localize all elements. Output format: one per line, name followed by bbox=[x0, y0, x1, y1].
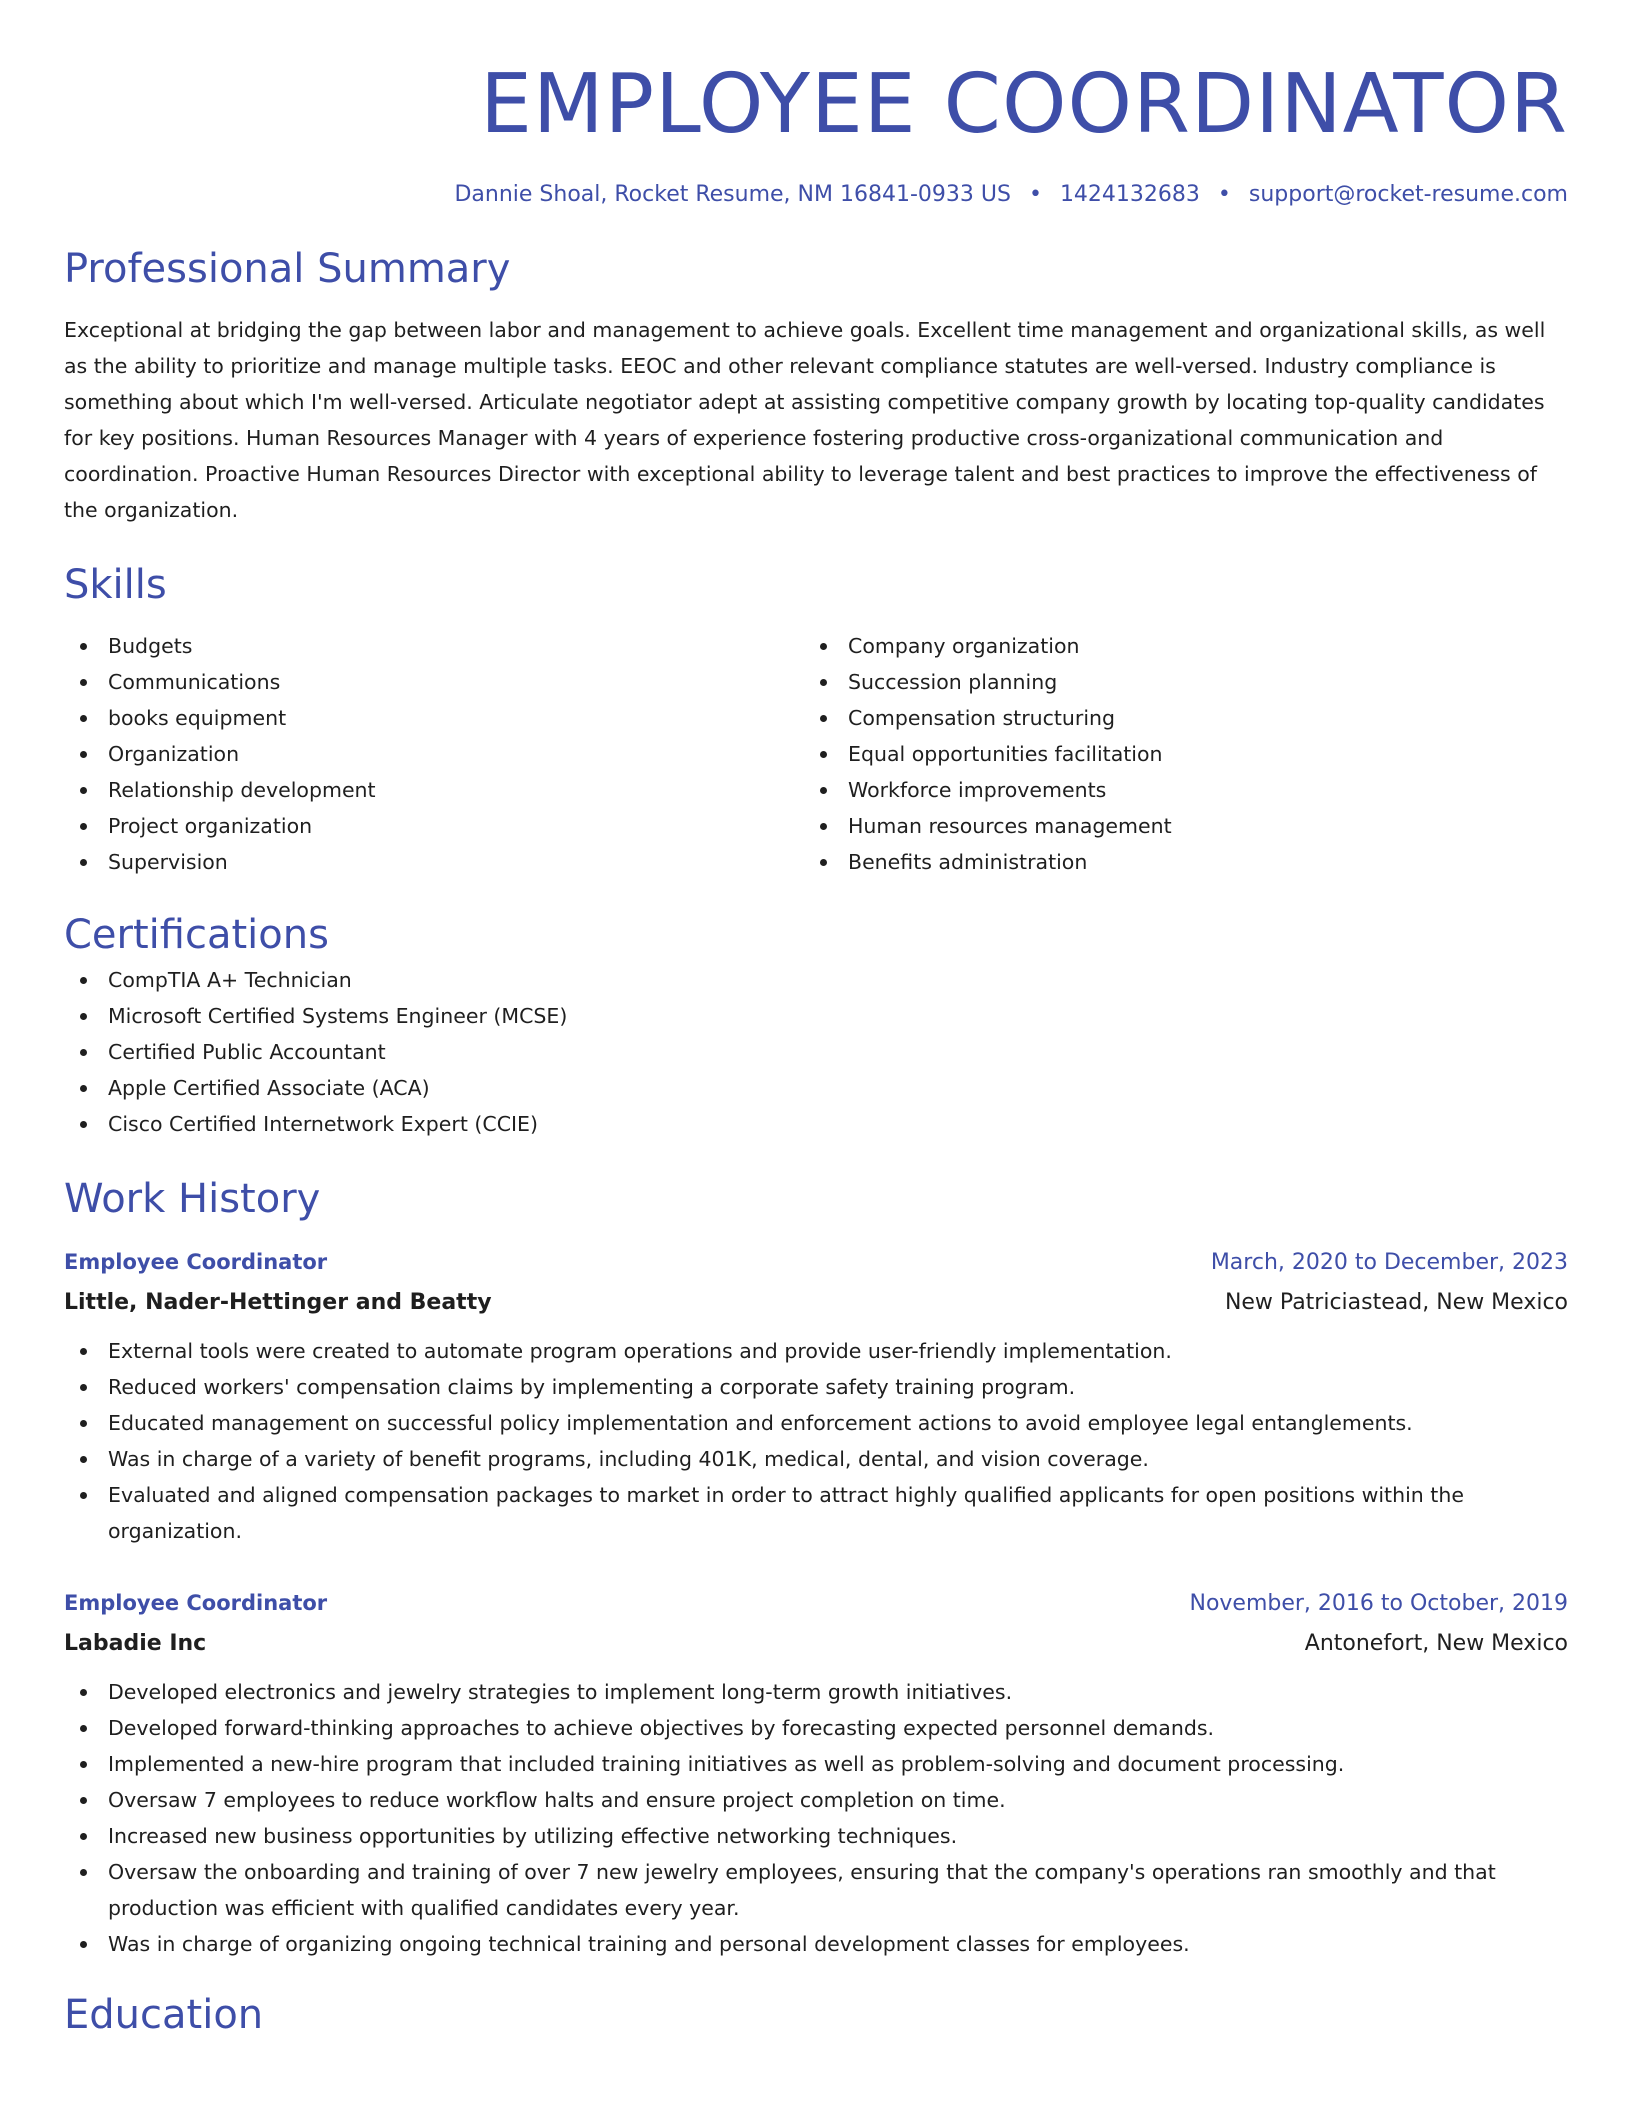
certification-item: Certified Public Accountant bbox=[64, 1034, 1568, 1070]
contact-email: support@rocket-resume.com bbox=[1248, 182, 1568, 207]
contact-phone: 1424132683 bbox=[1059, 182, 1200, 207]
job-title: Employee Coordinator bbox=[64, 1250, 328, 1274]
skill-item: Compensation structuring bbox=[804, 700, 1544, 736]
job-duty-item: Reduced workers' compensation claims by implementing a corporate safety training program. bbox=[64, 1369, 1568, 1405]
job-duty-item: Was in charge of a variety of benefit programs, including 401K, medical, dental, and vision coverage. bbox=[64, 1441, 1568, 1477]
job-title: Employee Coordinator bbox=[64, 1591, 328, 1615]
certifications-list bbox=[64, 962, 1568, 1142]
skill-item: Organization bbox=[64, 736, 804, 772]
job-duty-item: Oversaw the onboarding and training of over 7 new jewelry employees, ensuring that the company's operations ran smoothly and that production was efficient with qualified candidates every year. bbox=[64, 1854, 1568, 1926]
skill-item: Company organization bbox=[804, 628, 1544, 664]
job-duty-item: Developed electronics and jewelry strategies to implement long-term growth initiatives. bbox=[64, 1674, 1568, 1710]
job-location: New Patriciastead, New Mexico bbox=[1224, 1290, 1568, 1315]
job-duty-item: Educated management on successful policy implementation and enforcement actions to avoid employee legal entanglements. bbox=[64, 1405, 1568, 1441]
work-history-heading: Work History bbox=[64, 1176, 321, 1222]
skill-item: Supervision bbox=[64, 844, 804, 880]
job-duty-item: Implemented a new-hire program that included training initiatives as well as problem-solving and document processing. bbox=[64, 1746, 1568, 1782]
skill-item: Human resources management bbox=[804, 808, 1544, 844]
summary-heading: Professional Summary bbox=[64, 246, 511, 292]
contact-separator: • bbox=[1028, 182, 1042, 207]
certification-item: Apple Certified Associate (ACA) bbox=[64, 1070, 1568, 1106]
job-company: Little, Nader-Hettinger and Beatty bbox=[64, 1290, 492, 1315]
education-heading: Education bbox=[64, 1992, 264, 2038]
job-header-row bbox=[64, 1242, 1568, 1283]
job-dates: March, 2020 to December, 2023 bbox=[1210, 1250, 1568, 1275]
skill-item: Project organization bbox=[64, 808, 804, 844]
skills-heading: Skills bbox=[64, 562, 167, 608]
job-duties-list bbox=[64, 1333, 1568, 1549]
job-duty-item: Oversaw 7 employees to reduce workflow halts and ensure project completion on time. bbox=[64, 1782, 1568, 1818]
summary-text: Exceptional at bridging the gap between labor and management to achieve goals. Excellent time management and organizational skills, as well as the ability to prioritize and manage multiple tasks. EEOC and other relevant compliance statutes are well-versed. Industry compliance is something about which I'm well-versed. Articulate negotiator adept at assisting competitive company growth by locating top-quality candidates for key positions. Human Resources Manager with 4 years of experience fostering productive cross-organizational communication and coordination. Proactive Human Resources Director with exceptional ability to leverage talent and best practices to improve the effectiveness of the organization. bbox=[64, 318, 1546, 522]
job-duty-item: Was in charge of organizing ongoing technical training and personal development classes for employees. bbox=[64, 1926, 1568, 1962]
job-company-row bbox=[64, 1283, 1568, 1323]
skills-list-left bbox=[64, 628, 804, 880]
contact-separator: • bbox=[1217, 182, 1231, 207]
skill-item: Equal opportunities facilitation bbox=[804, 736, 1544, 772]
skill-item: Budgets bbox=[64, 628, 804, 664]
certification-item: Microsoft Certified Systems Engineer (MCSE) bbox=[64, 998, 1568, 1034]
skills-column-left bbox=[64, 628, 804, 880]
job-duty-item: Increased new business opportunities by utilizing effective networking techniques. bbox=[64, 1818, 1568, 1854]
job-duty-item: Evaluated and aligned compensation packages to market in order to attract highly qualified applicants for open positions within the organization. bbox=[64, 1477, 1568, 1549]
skills-list-right bbox=[804, 628, 1544, 880]
job-duties-list bbox=[64, 1674, 1568, 1962]
certification-item: Cisco Certified Internetwork Expert (CCIE) bbox=[64, 1106, 1568, 1142]
skill-item: Communications bbox=[64, 664, 804, 700]
job-entry bbox=[64, 1242, 1568, 1549]
contact-line bbox=[64, 180, 1568, 210]
job-company-row bbox=[64, 1624, 1568, 1664]
job-company: Labadie Inc bbox=[64, 1631, 207, 1656]
certifications-heading: Certifications bbox=[64, 912, 329, 958]
skill-item: books equipment bbox=[64, 700, 804, 736]
skills-grid bbox=[64, 628, 1568, 880]
resume-name-title: EMPLOYEE COORDINATOR bbox=[480, 57, 1568, 152]
job-dates: November, 2016 to October, 2019 bbox=[1189, 1591, 1568, 1616]
job-entry bbox=[64, 1583, 1568, 1962]
skills-column-right bbox=[804, 628, 1544, 880]
job-duty-item: External tools were created to automate program operations and provide user-friendly implementation. bbox=[64, 1333, 1568, 1369]
job-duty-item: Developed forward-thinking approaches to achieve objectives by forecasting expected personnel demands. bbox=[64, 1710, 1568, 1746]
skill-item: Relationship development bbox=[64, 772, 804, 808]
skill-item: Benefits administration bbox=[804, 844, 1544, 880]
skill-item: Succession planning bbox=[804, 664, 1544, 700]
certification-item: CompTIA A+ Technician bbox=[64, 962, 1568, 998]
job-location: Antonefort, New Mexico bbox=[1304, 1631, 1568, 1656]
contact-address: Dannie Shoal, Rocket Resume, NM 16841-0933 US bbox=[454, 182, 1011, 207]
job-header-row bbox=[64, 1583, 1568, 1624]
skill-item: Workforce improvements bbox=[804, 772, 1544, 808]
